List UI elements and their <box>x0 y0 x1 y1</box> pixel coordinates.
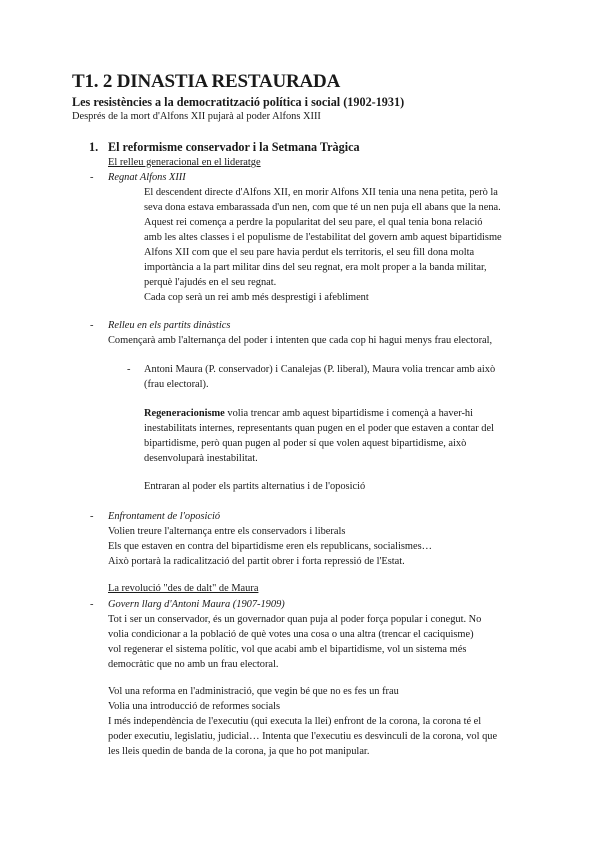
text-line: Els que estaven en contra del bipartidisme eren els republicans, socialismes… <box>108 541 433 552</box>
text-line: Això portarà la radicalització del partit obrer i forta repressió de l'Estat. <box>108 556 405 567</box>
bullet-dash: - <box>90 320 94 331</box>
section-1-heading <box>89 139 360 155</box>
regeneracionisme-term: Regeneracionisme <box>144 408 225 419</box>
text-line: El descendent directe d'Alfons XII, en morir Alfons XII tenia una nena petita, però la <box>144 187 498 198</box>
text-line: Cada cop serà un rei amb més desprestigi i afebliment <box>144 292 369 303</box>
bullet-dash: - <box>90 511 94 522</box>
intro-line: Després de la mort d'Alfons XII pujarà al poder Alfons XIII <box>72 111 321 122</box>
item-3-text <box>108 524 432 569</box>
regeneracionisme-paragraph <box>144 406 494 466</box>
text-line: importància a la part militar dins del seu regnat, era molt proper a la banda militar, <box>144 262 487 273</box>
text-line: bipartidisme, però quan pugen al poder sí que volen aquest bipartidisme, això <box>144 438 467 449</box>
sub-bullet-dash: - <box>127 364 131 375</box>
text-line: vol regenerar el sistema polític, vol que acabi amb el bipartidisme, vol un sistema més <box>108 644 467 655</box>
item-4-text <box>108 612 481 672</box>
enter-power-line: Entraran al poder els partits alternatius i de l'oposició <box>144 481 366 492</box>
document-title: T1. 2 DINASTIA RESTAURADA <box>72 71 341 92</box>
item-title-relleu: Relleu en els partits dinàstics <box>108 320 231 331</box>
item-1-text <box>144 185 502 305</box>
subitem-maura <box>144 362 495 392</box>
section-1-number: 1. <box>89 140 99 154</box>
text-line: perquè l'ajudés en el seu regnat. <box>144 277 277 288</box>
text-line: amb les altes classes i el populisme de l'estabilitat del govern amb aquest bipartidisme <box>144 232 502 243</box>
text-line: Antoni Maura (P. conservador) i Canalejas (P. liberal), Maura volia trencar amb això <box>144 364 496 375</box>
text-line: democràtic que no amb un frau electoral. <box>108 659 279 670</box>
text-line: Aquest rei comença a perdre la popularitat del seu pare, el qual tenia bona relació <box>144 217 483 228</box>
subheading-revolution: La revolució "des de dalt" de Maura <box>108 583 259 594</box>
text-line: les lleis quedin de banda de la corona, ja que ho pot manipular. <box>108 746 370 757</box>
subheading-generational: El relleu generacional en el lideratge <box>108 157 261 168</box>
text-line: volia condicionar a la població de què votes una cosa o una altra (trencar el caciquisme) <box>108 629 474 640</box>
text-line: Alfons XII com que el seu pare havia perdut els territoris, el seu fill dona molta <box>144 247 475 258</box>
text-line: I més independència de l'executiu (qui executa la llei) enfront de la corona, la corona té el <box>108 716 482 727</box>
text-line: (frau electoral). <box>144 379 209 390</box>
bullet-dash: - <box>90 172 94 183</box>
text-line: Volia una introducció de reformes socials <box>108 701 281 712</box>
item-title-govern: Govern llarg d'Antoni Maura (1907-1909) <box>108 599 285 610</box>
section-1-heading-text: El reformisme conservador i la Setmana Tràgica <box>108 140 360 154</box>
item-4-text-2 <box>108 684 497 759</box>
bullet-dash: - <box>90 599 94 610</box>
text-line: desenvoluparà inestabilitat. <box>144 453 258 464</box>
text-line: inestabilitats internes, representants quan pugen en el poder que estaven a contar del <box>144 423 494 434</box>
text-line: volia trencar amb aquest bipartidisme i començà a haver-hi <box>224 408 473 419</box>
document-subtitle: Les resistències a la democratització política i social (1902-1931) <box>72 95 405 109</box>
text-line: poder executiu, legislatiu, judicial… Intenta que l'executiu es desvinculi de la corona, vol que <box>108 731 498 742</box>
item-title-enfrontament: Enfrontament de l'oposició <box>108 511 221 522</box>
text-line: seva dona estava embarassada d'un nen, com que té un nen puja ell abans que la nena. <box>144 202 501 213</box>
item-title-regnat: Regnat Alfons XIII <box>108 172 186 183</box>
text-line: Volien treure l'alternança entre els conservadors i liberals <box>108 526 346 537</box>
item-2-line: Començarà amb l'alternança del poder i intenten que cada cop hi hagui menys frau electoral, <box>108 335 493 346</box>
text-line: Vol una reforma en l'administració, que vegin bé que no es fes un frau <box>108 686 399 697</box>
text-line: Tot i ser un conservador, és un governador quan puja al poder força popular i conegut. No <box>108 614 482 625</box>
